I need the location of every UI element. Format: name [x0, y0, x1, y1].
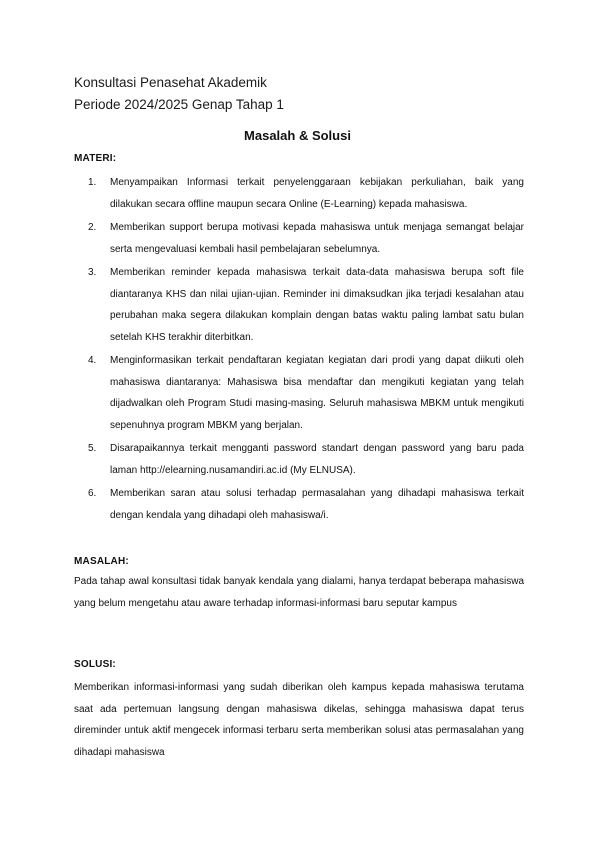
- solusi-paragraph: Memberikan informasi-informasi yang sudah diberikan oleh kampus kepada mahasiswa terutama saat ada pertemuan langsung dengan mahasiswa dikelas, sehingga mahasiswa dapat terus direminder untuk aktif mengecek informasi terbaru serta memberikan solusi atas permasalahan yang dihadapi mahasiswa: [74, 682, 524, 758]
- list-text: Menginformasikan terkait pendaftaran kegiatan kegiatan dari prodi yang dapat diikuti oleh mahasiswa diantaranya: Mahasiswa bisa mendaftar dan mengikuti kegiatan yang telah dijadwalkan oleh Program Studi masing-masing. Seluruh mahasiswa MBKM untuk mengikuti sepenuhnya program MBKM yang berjalan.: [110, 355, 524, 431]
- list-text: Menyampaikan Informasi terkait penyelenggaraan kebijakan perkuliahan, baik yang dilakukan secara offline maupun secara Online (E-Learning) kepada mahasiswa.: [110, 177, 524, 210]
- masalah-label: MASALAH:: [74, 556, 129, 567]
- section-heading: Masalah & Solusi: [244, 128, 351, 143]
- list-number: 1.: [88, 177, 97, 188]
- list-text: Memberikan support berupa motivasi kepada mahasiswa untuk menjaga semangat belajar serta mengevaluasi kembali hasil pembelajaran sebelumnya.: [110, 222, 524, 255]
- list-number: 3.: [88, 267, 97, 278]
- list-item: [74, 262, 524, 348]
- list-number: 4.: [88, 355, 97, 366]
- list-number: 6.: [88, 488, 97, 499]
- list-item: [74, 217, 524, 260]
- list-number: 5.: [88, 443, 97, 454]
- list-item: [74, 438, 524, 481]
- list-text: Memberikan saran atau solusi terhadap permasalahan yang dihadapi mahasiswa terkait dengan kendala yang dihadapi oleh mahasiswa/i.: [110, 488, 524, 521]
- list-text: Disarapaikannya terkait mengganti password standart dengan password yang baru pada laman http://elearning.nusamandiri.ac.id (My ELNUSA).: [110, 443, 524, 476]
- list-item: [74, 483, 524, 526]
- document-title-line2: Periode 2024/2025 Genap Tahap 1: [74, 97, 284, 112]
- list-item: [74, 172, 524, 215]
- list-number: 2.: [88, 222, 97, 233]
- solusi-label: SOLUSI:: [74, 659, 116, 670]
- list-item: [74, 350, 524, 436]
- document-title-line1: Konsultasi Penasehat Akademik: [74, 75, 267, 90]
- masalah-paragraph: Pada tahap awal konsultasi tidak banyak kendala yang dialami, hanya terdapat beberapa mahasiswa yang belum mengetahu atau aware terhadap informasi-informasi baru seputar kampus: [74, 576, 524, 609]
- list-text: Memberikan reminder kepada mahasiswa terkait data-data mahasiswa berupa soft file diantaranya KHS dan nilai ujian-ujian. Reminder ini dimaksudkan jika terjadi kesalahan atau perubahan maka segera dilakukan komplain dengan batas waktu paling lambat satu bulan setelah KHS terakhir diterbitkan.: [110, 267, 524, 343]
- materi-list: [74, 172, 524, 528]
- materi-label: MATERI:: [74, 153, 117, 164]
